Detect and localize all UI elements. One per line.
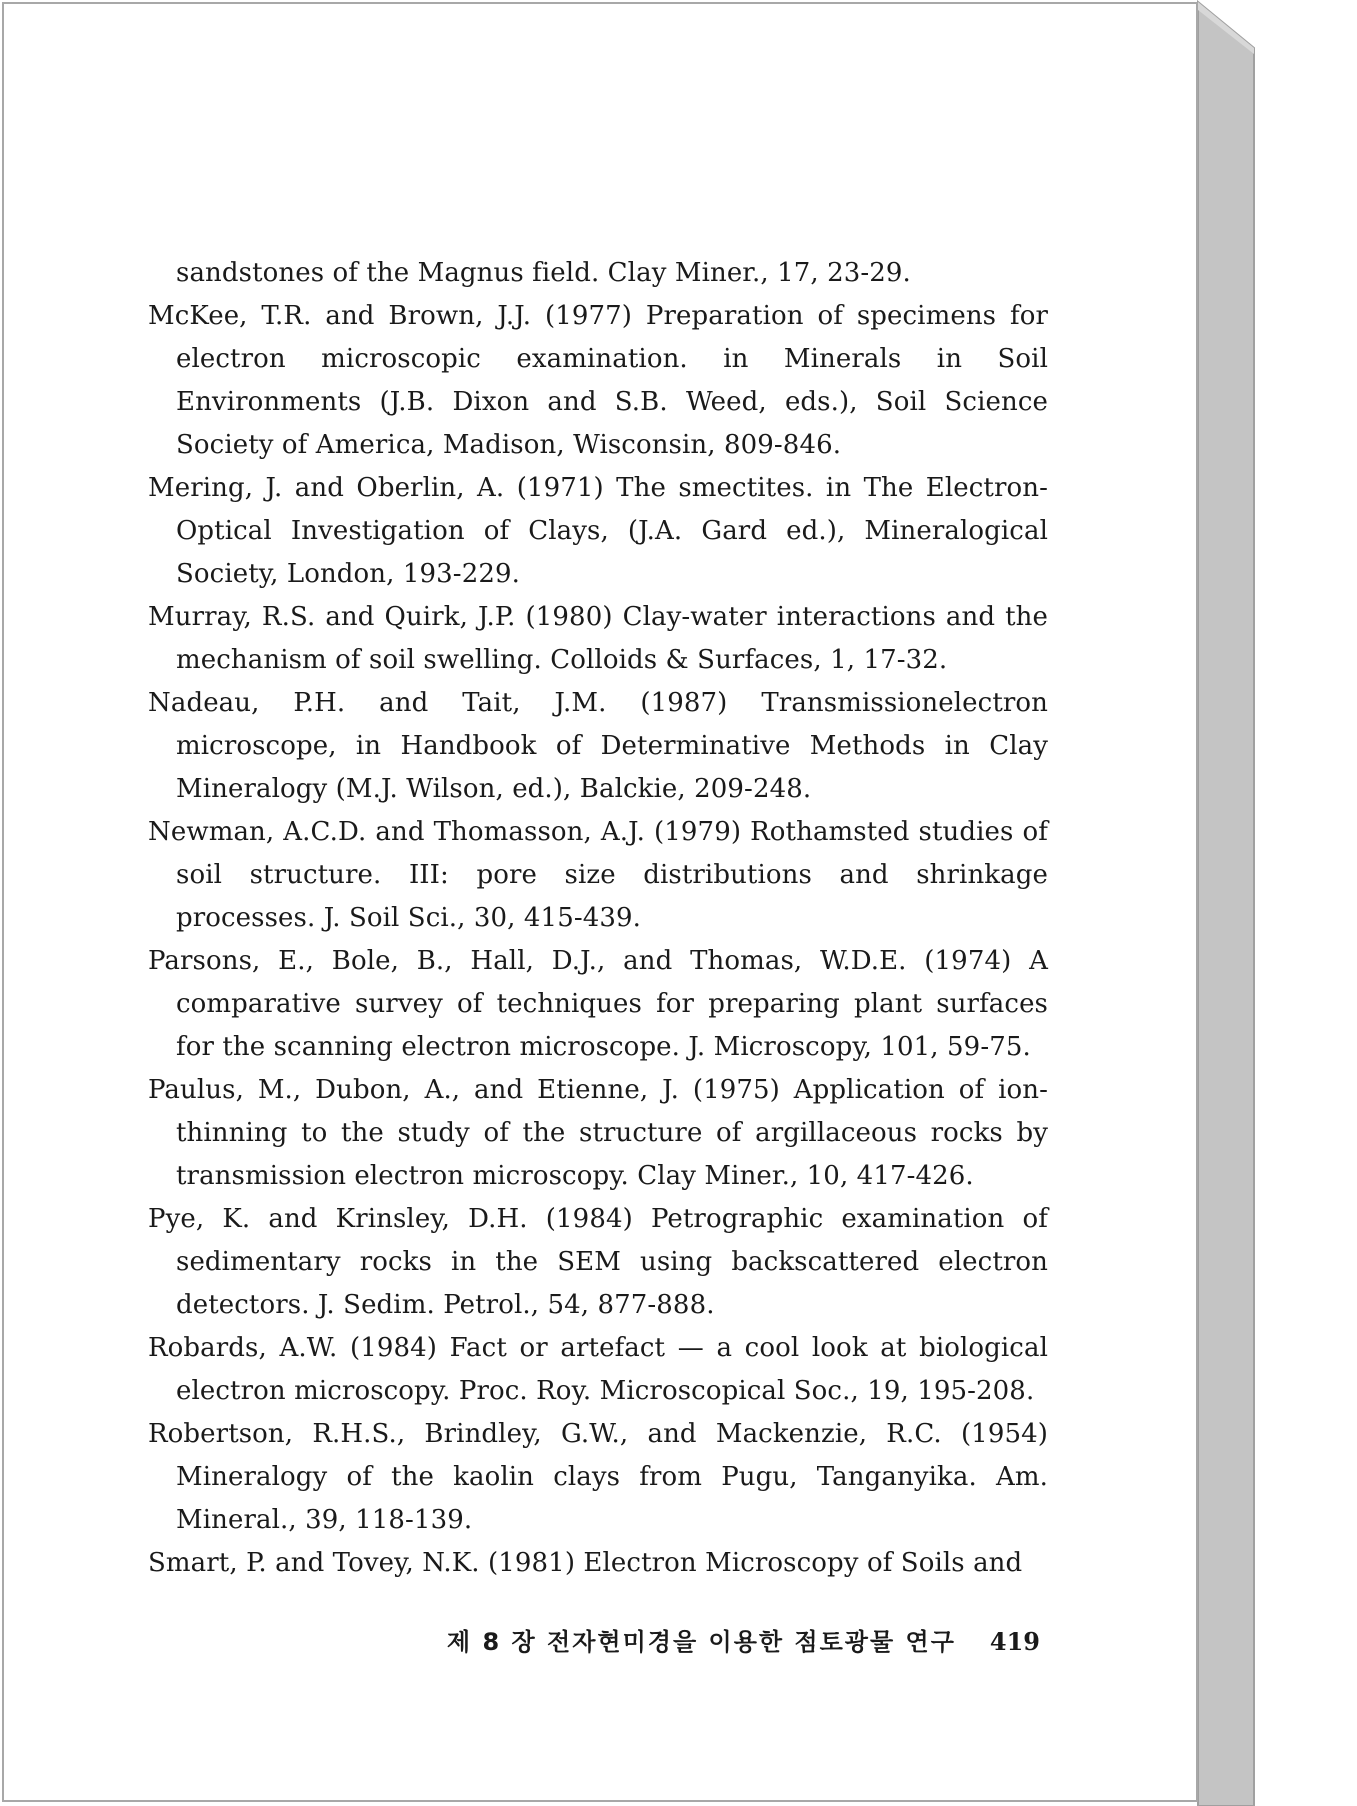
reference-list <box>148 252 1048 1585</box>
reference-entry: Robertson, R.H.S., Brindley, G.W., and Mackenzie, R.C. (1954) Mineralogy of the kaolin clays from Pugu, Tanganyika. Am. Mineral., 39, 118-139. <box>148 1419 1048 1535</box>
page-number: 419 <box>989 1627 1040 1656</box>
reference-entry: Parsons, E., Bole, B., Hall, D.J., and Thomas, W.D.E. (1974) A comparative survey of techniques for preparing plant surfaces for the scanning electron microscope. J. Microscopy, 101, 59-75. <box>148 946 1048 1062</box>
reference-entry: Nadeau, P.H. and Tait, J.M. (1987) Transmissionelectron microscope, in Handbook of Determinative Methods in Clay Mineralogy (M.J. Wilson, ed.), Balckie, 209-248. <box>148 688 1048 804</box>
reference-entry: Robards, A.W. (1984) Fact or artefact — a cool look at biological electron microscopy. Proc. Roy. Microscopical Soc., 19, 195-208. <box>148 1333 1048 1406</box>
reference-entry: Pye, K. and Krinsley, D.H. (1984) Petrographic examination of sedimentary rocks in the SEM using backscattered electron detectors. J. Sedim. Petrol., 54, 877-888. <box>148 1204 1048 1320</box>
reference-entry: Smart, P. and Tovey, N.K. (1981) Electron Microscopy of Soils and <box>148 1548 1023 1578</box>
page-footer <box>446 1622 1040 1657</box>
reference-entry: Mering, J. and Oberlin, A. (1971) The smectites. in The Electron-Optical Investigation of Clays, (J.A. Gard ed.), Mineralogical Society, London, 193-229. <box>148 473 1048 589</box>
reference-entry: sandstones of the Magnus field. Clay Miner., 17, 23-29. <box>176 258 911 288</box>
running-head: 제 8 장 전자현미경을 이용한 점토광물 연구 <box>446 1628 956 1656</box>
reference-entry: Murray, R.S. and Quirk, J.P. (1980) Clay-water interactions and the mechanism of soil swelling. Colloids & Surfaces, 1, 17-32. <box>148 602 1048 675</box>
reference-entry: Newman, A.C.D. and Thomasson, A.J. (1979) Rothamsted studies of soil structure. III: pore size distributions and shrinkage processes. J. Soil Sci., 30, 415-439. <box>148 817 1048 933</box>
reference-entry: Paulus, M., Dubon, A., and Etienne, J. (1975) Application of ion-thinning to the study of the structure of argillaceous rocks by transmission electron microscopy. Clay Miner., 10, 417-426. <box>148 1075 1048 1191</box>
reference-entry: McKee, T.R. and Brown, J.J. (1977) Preparation of specimens for electron microscopic examination. in Minerals in Soil Environments (J.B. Dixon and S.B. Weed, eds.), Soil Science Society of America, Madison, Wisconsin, 809-846. <box>148 301 1048 460</box>
